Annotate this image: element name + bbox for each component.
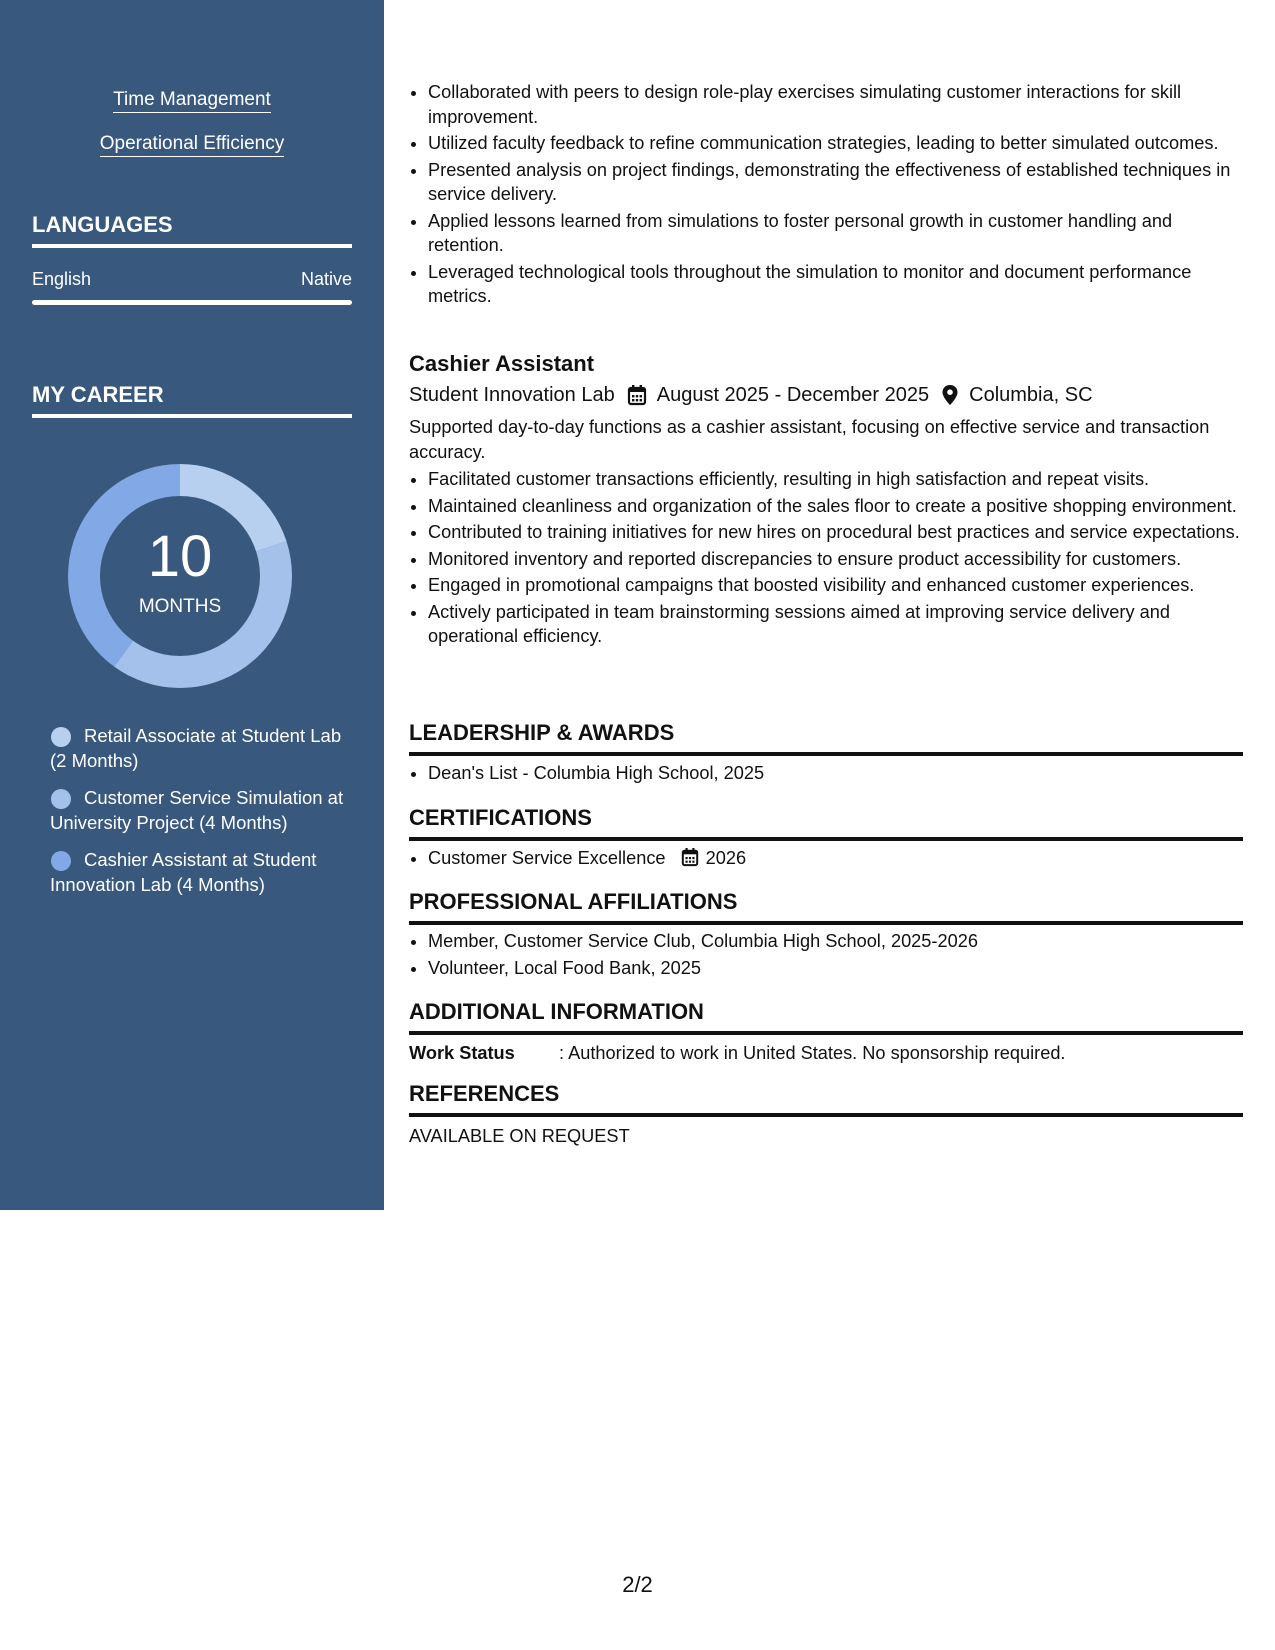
career-total-unit: MONTHS xyxy=(138,596,222,617)
calendar-icon xyxy=(681,847,699,867)
affiliations-list xyxy=(409,929,1243,982)
certification-name: Customer Service Excellence xyxy=(428,848,666,868)
list-item: • Member, Customer Service Club, Columbia High School, 2025-2026 xyxy=(428,929,1243,954)
affiliations-heading: PROFESSIONAL AFFILIATIONS xyxy=(409,889,1243,925)
bullet-list xyxy=(409,80,1243,309)
experience-continued xyxy=(409,80,1243,311)
languages-heading: LANGUAGES xyxy=(32,212,352,248)
work-status-value: : Authorized to work in United States. No sponsorship required. xyxy=(559,1043,1066,1063)
references-text: AVAILABLE ON REQUEST xyxy=(409,1126,630,1146)
bullet-list xyxy=(409,467,1243,649)
list-item: • Leveraged technological tools throughout the simulation to monitor and document performance metrics. xyxy=(428,260,1243,309)
certifications-list xyxy=(409,846,1243,873)
language-row xyxy=(32,268,352,290)
sidebar xyxy=(0,0,384,1210)
list-item: • Contributed to training initiatives for new hires on procedural best practices and service expectations. xyxy=(428,520,1243,545)
career-total-number: 10 xyxy=(147,524,213,589)
list-item: • Applied lessons learned from simulations to foster personal growth in customer handling and retention. xyxy=(428,209,1243,258)
career-legend xyxy=(50,724,350,910)
certification-year: 2026 xyxy=(705,848,747,868)
leadership-heading: LEADERSHIP & AWARDS xyxy=(409,720,1243,756)
calendar-icon xyxy=(627,384,647,406)
job-dates: August 2025 - December 2025 xyxy=(656,384,930,406)
list-item: • Monitored inventory and reported discrepancies to ensure product accessibility for customers. xyxy=(428,547,1243,572)
language-name: English xyxy=(32,269,92,289)
legend-dot xyxy=(51,727,71,747)
job-description: Supported day-to-day functions as a cashier assistant, focusing on effective service and transaction accuracy. xyxy=(409,417,1210,462)
list-item: • Facilitated customer transactions efficiently, resulting in high satisfaction and repeat visits. xyxy=(428,467,1243,492)
language-level: Native xyxy=(300,269,352,289)
list-item xyxy=(428,846,1243,871)
list-item: • Presented analysis on project findings, demonstrating the effectiveness of established techniques in service delivery. xyxy=(428,158,1243,207)
job-meta xyxy=(409,382,1093,408)
list-item: • Volunteer, Local Food Bank, 2025 xyxy=(428,956,1243,981)
work-status-label: Work Status xyxy=(409,1043,515,1063)
skill-item: Operational Efficiency xyxy=(0,132,384,156)
legend-dot xyxy=(51,851,71,871)
map-pin-icon xyxy=(941,384,959,406)
list-item: • Utilized faculty feedback to refine communication strategies, leading to better simulated outcomes. xyxy=(428,131,1243,156)
job-company: Student Innovation Lab xyxy=(409,384,615,406)
career-heading: MY CAREER xyxy=(32,382,352,418)
list-item: • Maintained cleanliness and organization of the sales floor to create a positive shopping environment. xyxy=(428,494,1243,519)
list-item: • Actively participated in team brainstorming sessions aimed at improving service delivery and operational efficiency. xyxy=(428,600,1243,649)
job-bullets xyxy=(409,467,1243,651)
list-item: • Dean's List - Columbia High School, 2025 xyxy=(428,761,1243,786)
career-legend-item: Retail Associate at Student Lab (2 Months) xyxy=(50,725,342,771)
work-status-row xyxy=(409,1041,1066,1065)
list-item: • Engaged in promotional campaigns that boosted visibility and enhanced customer experiences. xyxy=(428,573,1243,598)
certifications-heading: CERTIFICATIONS xyxy=(409,805,1243,841)
job-title: Cashier Assistant xyxy=(409,351,595,376)
career-legend-item: Cashier Assistant at Student Innovation Lab (4 Months) xyxy=(50,849,317,895)
skill-item: Time Management xyxy=(0,88,384,112)
job-location: Columbia, SC xyxy=(969,384,1093,406)
references-heading: REFERENCES xyxy=(409,1081,1243,1117)
legend-dot xyxy=(51,789,71,809)
language-proficiency-bar xyxy=(32,300,352,305)
list-item: • Collaborated with peers to design role-play exercises simulating customer interactions for skill improvement. xyxy=(428,80,1243,129)
leadership-list xyxy=(409,761,1243,788)
additional-info-heading: ADDITIONAL INFORMATION xyxy=(409,999,1243,1035)
page-number: 2/2 xyxy=(622,1572,653,1597)
career-legend-item: Customer Service Simulation at University Project (4 Months) xyxy=(50,787,344,833)
career-donut-chart xyxy=(62,458,298,694)
